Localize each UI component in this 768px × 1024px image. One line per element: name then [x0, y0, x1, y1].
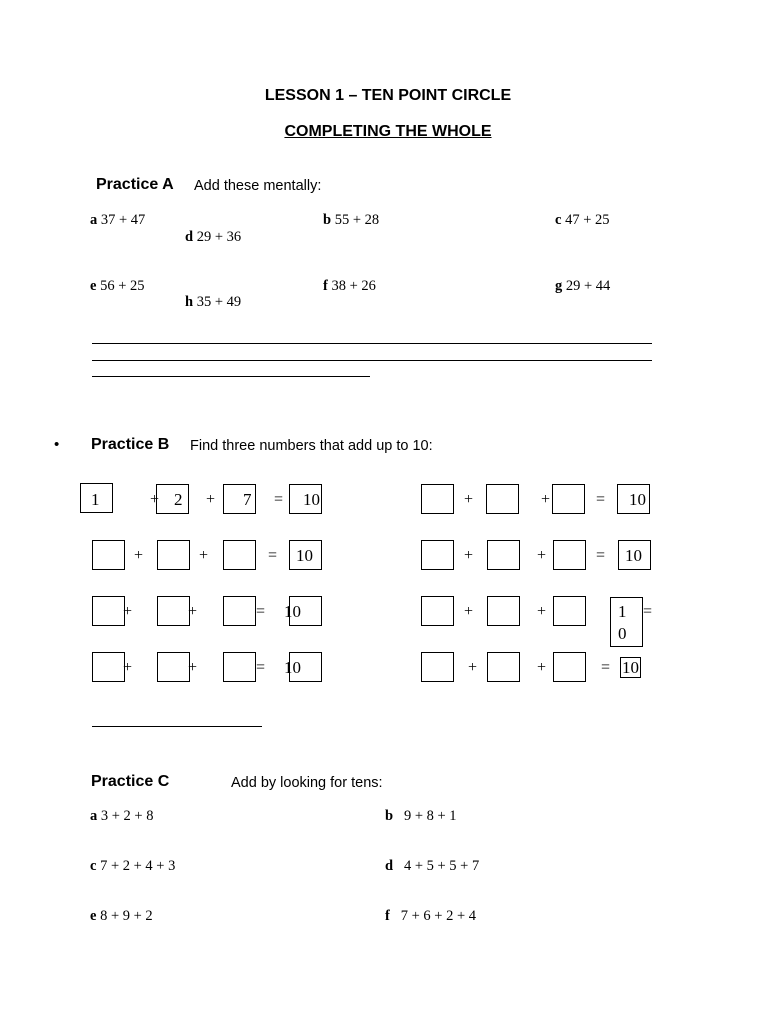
equals-sign: = [596, 491, 606, 508]
practice-c-item-c: c 7 + 2 + 4 + 3 [90, 858, 176, 874]
answer-box[interactable] [92, 652, 125, 682]
practice-a-item-g: g 29 + 44 [555, 278, 611, 294]
answer-line[interactable] [92, 360, 652, 361]
equals-sign: = [601, 659, 611, 676]
practice-a-item-c: c 47 + 25 [555, 212, 610, 228]
plus-sign: + [537, 547, 547, 564]
answer-box[interactable] [486, 484, 519, 514]
practice-a-item-b: b 55 + 28 [323, 212, 380, 228]
total-value: 10 [284, 602, 301, 621]
answer-box[interactable] [421, 652, 454, 682]
answer-box[interactable] [92, 540, 125, 570]
answer-box[interactable] [487, 540, 520, 570]
practice-c-item-f: f 7 + 6 + 2 + 4 [385, 908, 477, 924]
equals-sign: = [256, 603, 266, 620]
answer-box[interactable] [92, 596, 125, 626]
plus-sign: + [468, 659, 478, 676]
plus-sign: + [123, 603, 133, 620]
plus-sign: + [537, 603, 547, 620]
total-value: 10 [284, 658, 301, 677]
plus-sign: + [150, 491, 160, 508]
total-value: 10 [625, 546, 642, 565]
practice-a-instruction: Add these mentally: [194, 178, 322, 194]
plus-sign: + [123, 659, 133, 676]
answer-box[interactable] [223, 596, 256, 626]
answer-box[interactable] [553, 596, 586, 626]
bullet-icon: • [54, 436, 60, 453]
example-first-number: 1 [91, 490, 100, 509]
equals-sign: = [256, 659, 266, 676]
total-value: 10 [629, 490, 646, 509]
lesson-subtitle: COMPLETING THE WHOLE [284, 123, 492, 140]
equals-sign: = [274, 491, 284, 508]
practice-a-item-f: f 38 + 26 [323, 278, 376, 294]
equals-sign: = [643, 603, 653, 620]
practice-c-item-d: d 4 + 5 + 5 + 7 [385, 858, 480, 874]
answer-box[interactable] [421, 540, 454, 570]
equals-sign: = [268, 547, 278, 564]
answer-box[interactable] [157, 652, 190, 682]
answer-box[interactable] [157, 540, 190, 570]
example-third-number: 7 [243, 490, 252, 509]
practice-c-instruction: Add by looking for tens: [231, 775, 383, 791]
answer-box[interactable] [421, 596, 454, 626]
practice-a-item-d: d 29 + 36 [185, 229, 242, 245]
answer-box[interactable] [552, 484, 585, 514]
plus-sign: + [134, 547, 144, 564]
answer-box[interactable] [156, 484, 189, 514]
example-second-number: 2 [174, 490, 183, 509]
answer-box[interactable] [157, 596, 190, 626]
total-box [610, 597, 643, 647]
practice-a-item-a: a 37 + 47 [90, 212, 146, 228]
plus-sign: + [541, 491, 551, 508]
total-value: 10 [303, 490, 320, 509]
answer-box[interactable] [487, 652, 520, 682]
answer-box[interactable] [223, 652, 256, 682]
plus-sign: + [206, 491, 216, 508]
practice-b-instruction: Find three numbers that add up to 10: [190, 438, 433, 454]
plus-sign: + [199, 547, 209, 564]
answer-line[interactable] [92, 726, 262, 727]
total-value-bottom: 0 [618, 624, 627, 643]
answer-line[interactable] [92, 343, 652, 344]
answer-box[interactable] [223, 540, 256, 570]
plus-sign: + [188, 659, 198, 676]
plus-sign: + [464, 491, 474, 508]
equals-sign: = [596, 547, 606, 564]
total-value: 10 [296, 546, 313, 565]
practice-a-item-e: e 56 + 25 [90, 278, 145, 294]
answer-line[interactable] [92, 376, 370, 377]
practice-c-item-b: b 9 + 8 + 1 [385, 808, 457, 824]
total-value: 10 [622, 658, 639, 677]
practice-c-heading: Practice C [91, 773, 170, 790]
plus-sign: + [464, 603, 474, 620]
plus-sign: + [464, 547, 474, 564]
practice-a-item-h: h 35 + 49 [185, 294, 242, 310]
plus-sign: + [537, 659, 547, 676]
plus-sign: + [188, 603, 198, 620]
answer-box[interactable] [487, 596, 520, 626]
practice-b-heading: Practice B [91, 436, 170, 453]
practice-c-item-e: e 8 + 9 + 2 [90, 908, 153, 924]
answer-box[interactable] [553, 652, 586, 682]
practice-a-heading: Practice A [96, 176, 174, 193]
practice-c-item-a: a 3 + 2 + 8 [90, 808, 154, 824]
answer-box[interactable] [553, 540, 586, 570]
lesson-title: LESSON 1 – TEN POINT CIRCLE [264, 87, 512, 104]
total-value-top: 1 [618, 602, 627, 621]
answer-box[interactable] [421, 484, 454, 514]
